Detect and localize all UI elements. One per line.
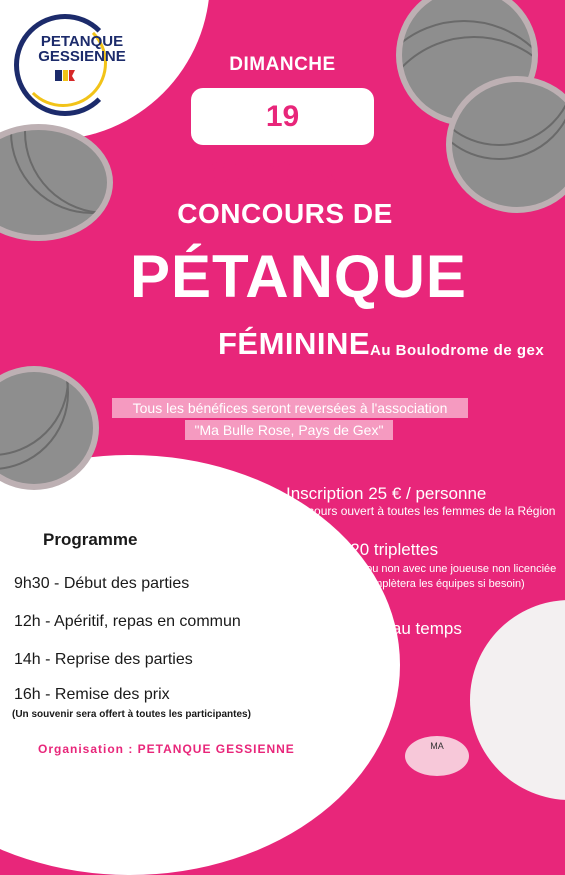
- logo-emblem-icon: [55, 68, 75, 84]
- title-line2: PÉTANQUE: [130, 243, 467, 310]
- info-main: Limité à 20 triplettes: [286, 540, 439, 559]
- right-boule: [452, 82, 565, 207]
- left-boule-top: [0, 130, 107, 235]
- info-main: 4 parties au temps: [322, 619, 462, 638]
- arrow-right-icon: ➤: [255, 544, 268, 561]
- location-label: Au Boulodrome de gex: [370, 342, 545, 359]
- day-label: DIMANCHE: [229, 54, 336, 75]
- benefit-line1: Tous les bénéfices seront reversées à l'association: [112, 398, 468, 418]
- programme-item: 9h30 - Début des parties: [14, 575, 190, 592]
- programme-note: (Un souvenir sera offert à toutes les participantes): [12, 709, 251, 720]
- arrow-right-icon: ➤: [255, 488, 268, 505]
- title-line3: FÉMININE: [218, 326, 371, 361]
- programme-item: 16h - Remise des prix: [14, 686, 170, 703]
- title-line1: CONCOURS DE: [177, 198, 393, 229]
- logo-line2: GESSIENNE: [38, 48, 126, 65]
- info-main: Inscription 25 € / personne: [286, 484, 487, 503]
- programme-item: 12h - Apéritif, repas en commun: [14, 613, 241, 630]
- organisation-label: Organisation : PETANQUE GESSIENNE: [38, 742, 295, 756]
- info-sub: Concours ouvert à toutes les femmes de la Région: [286, 504, 556, 518]
- logo-line1: PETANQUE: [40, 33, 124, 50]
- ma-bulle-rose-badge: [405, 736, 469, 776]
- badge-label: MA: [430, 741, 444, 751]
- arrow-right-icon: ➤: [287, 623, 300, 640]
- info-sub: (triplette formée ou non avec une joueuse non licenciée - l'organisateur complètera les équipes si besoin): [286, 563, 557, 590]
- programme-item: 14h - Reprise des parties: [14, 651, 193, 668]
- programme-title: Programme: [43, 530, 138, 549]
- date-badge: 19 OCTOBRE: [191, 88, 374, 145]
- benefit-line2: "Ma Bulle Rose, Pays de Gex": [185, 420, 393, 440]
